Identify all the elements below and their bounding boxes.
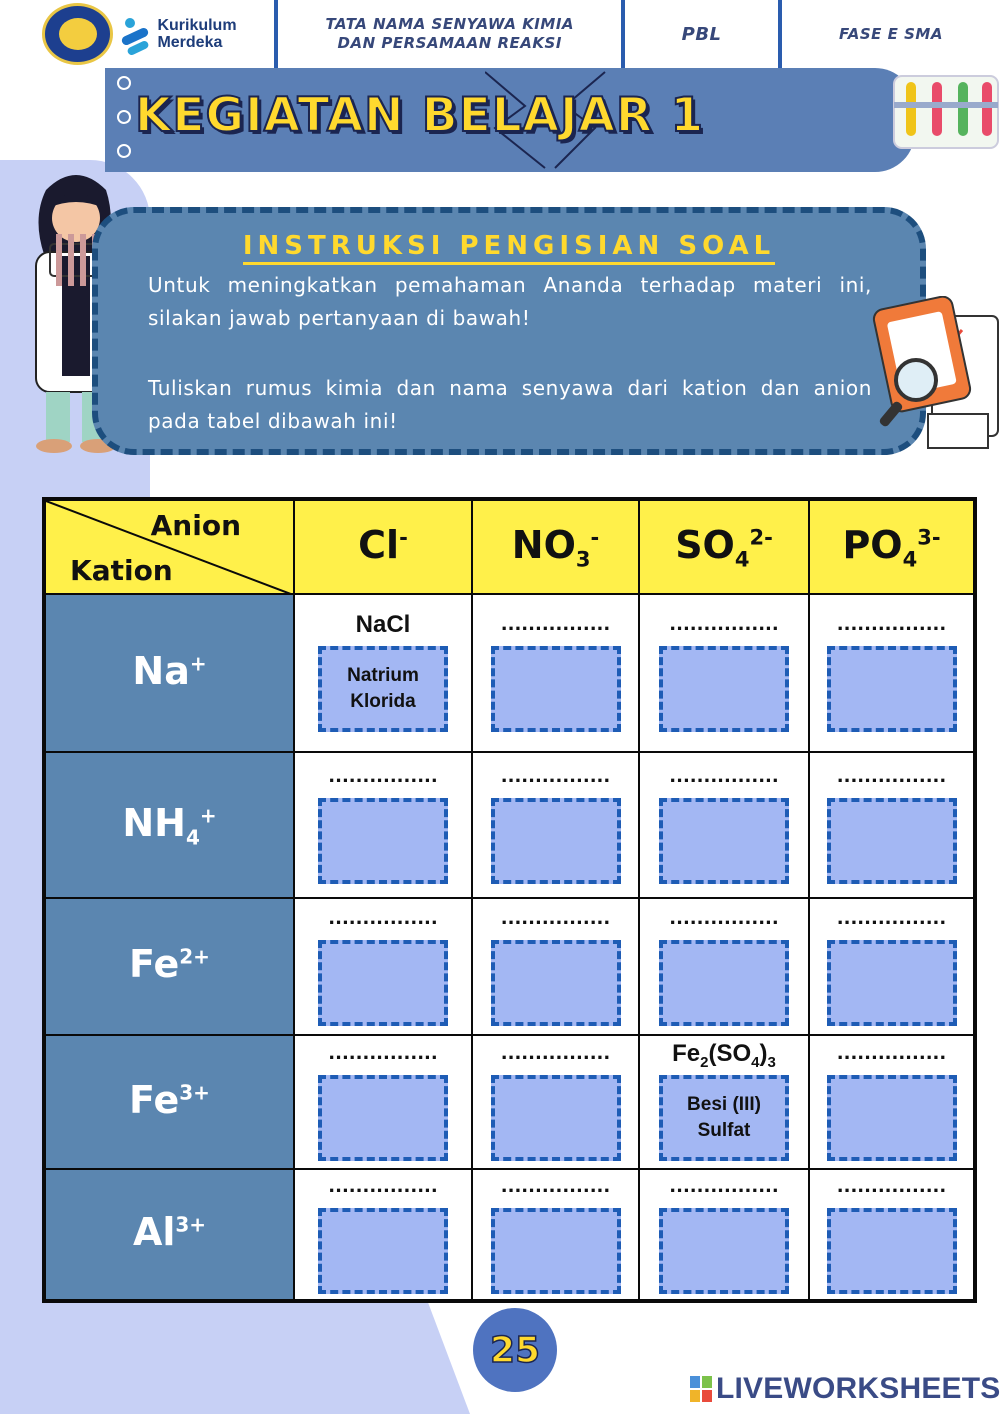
formula-blank[interactable]: ................ bbox=[669, 766, 779, 787]
instruction-box bbox=[92, 207, 926, 455]
compound-name-example: Besi (III) Sulfat bbox=[659, 1075, 789, 1161]
compound-name-input[interactable] bbox=[491, 1075, 621, 1161]
instruction-paragraph: Untuk meningkatkan pemahaman Ananda terhadap materi ini, silakan jawab pertanyaan di bawah! bbox=[148, 273, 872, 330]
header-model: PBL bbox=[681, 23, 722, 45]
table-row bbox=[44, 898, 975, 1035]
answer-cell bbox=[472, 1169, 639, 1301]
answer-cell bbox=[639, 898, 809, 1035]
cation-label: $NH_4^+$ bbox=[44, 752, 294, 898]
compound-name-input[interactable] bbox=[318, 940, 448, 1026]
answer-cell bbox=[639, 1035, 809, 1169]
formula-blank[interactable]: ................ bbox=[328, 766, 438, 787]
header-phase: FASE E SMA bbox=[838, 24, 943, 43]
kurikulum-merdeka-icon bbox=[121, 14, 151, 54]
answer-cell bbox=[472, 898, 639, 1035]
answer-cell bbox=[294, 752, 472, 898]
cation-label: Na+ bbox=[44, 594, 294, 752]
answer-cell bbox=[809, 898, 975, 1035]
table-corner-cell bbox=[44, 499, 294, 594]
anion-header: Cl- bbox=[294, 499, 472, 594]
binder-hole bbox=[117, 144, 131, 158]
formula-example: $Fe_2(SO_4)_3$ bbox=[672, 1040, 776, 1071]
instruction-paragraph: Tuliskan rumus kimia dan nama senyawa dari kation dan anion pada tabel dibawah ini! bbox=[148, 376, 872, 433]
table-row bbox=[44, 1169, 975, 1301]
formula-blank[interactable]: ................ bbox=[328, 1175, 438, 1197]
compound-name-input[interactable] bbox=[659, 1208, 789, 1294]
answer-cell bbox=[294, 594, 472, 752]
compound-name-input[interactable] bbox=[491, 798, 621, 884]
answer-cell bbox=[809, 1035, 975, 1169]
compound-name-input[interactable] bbox=[827, 940, 957, 1026]
formula-blank[interactable]: ................ bbox=[669, 907, 779, 929]
answer-cell bbox=[639, 594, 809, 752]
test-tube-rack-icon bbox=[890, 68, 1000, 158]
anion-header: $PO_4^{3-}$ bbox=[809, 499, 975, 594]
liveworksheets-brand: LIVEWORKSHEETS bbox=[716, 1372, 1000, 1405]
table-row bbox=[44, 594, 975, 752]
compound-name-input[interactable] bbox=[827, 646, 957, 732]
compound-name-input[interactable] bbox=[827, 1208, 957, 1294]
table-row bbox=[44, 752, 975, 898]
answer-cell bbox=[809, 594, 975, 752]
compound-name-input[interactable] bbox=[491, 1208, 621, 1294]
anion-header: $NO_3^-$ bbox=[472, 499, 639, 594]
answer-cell bbox=[472, 752, 639, 898]
formula-blank[interactable]: ................ bbox=[500, 1175, 611, 1197]
compound-name-example: Natrium Klorida bbox=[318, 646, 448, 732]
cation-label: $Al^{3+}$ bbox=[44, 1169, 294, 1301]
answer-cell bbox=[472, 1035, 639, 1169]
answer-cell bbox=[294, 898, 472, 1035]
formula-blank[interactable]: ................ bbox=[500, 1043, 611, 1064]
logo-text-line2: Merdeka bbox=[157, 34, 223, 51]
title-banner bbox=[105, 68, 915, 172]
liveworksheets-icon bbox=[690, 1376, 712, 1402]
cation-label: $Fe^{2+}$ bbox=[44, 898, 294, 1035]
clipboard-magnifier-icon bbox=[872, 296, 1000, 456]
formula-blank[interactable]: ................ bbox=[500, 614, 611, 635]
compound-name-input[interactable] bbox=[659, 798, 789, 884]
formula-blank[interactable]: ................ bbox=[328, 1043, 438, 1064]
liveworksheets-logo bbox=[690, 1372, 1000, 1406]
formula-blank[interactable]: ................ bbox=[836, 1175, 947, 1197]
kation-axis-label: Kation bbox=[70, 554, 173, 587]
formula-blank[interactable]: ................ bbox=[669, 614, 779, 635]
compound-name-input[interactable] bbox=[318, 798, 448, 884]
formula-blank[interactable]: ................ bbox=[836, 614, 947, 635]
answer-cell bbox=[472, 594, 639, 752]
page-title: KEGIATAN BELAJAR 1 bbox=[135, 88, 705, 143]
formula-blank[interactable]: ................ bbox=[500, 907, 611, 929]
cation-anion-table bbox=[42, 497, 977, 1303]
formula-example: NaCl bbox=[355, 611, 411, 638]
binder-hole bbox=[117, 110, 131, 124]
answer-cell bbox=[809, 1169, 975, 1301]
unp-logo bbox=[42, 3, 113, 65]
table-header-row bbox=[44, 499, 975, 594]
cation-label: $Fe^{3+}$ bbox=[44, 1035, 294, 1169]
answer-cell bbox=[294, 1035, 472, 1169]
compound-name-input[interactable] bbox=[827, 798, 957, 884]
compound-name-input[interactable] bbox=[491, 646, 621, 732]
binder-hole bbox=[117, 76, 131, 90]
compound-name-input[interactable] bbox=[659, 646, 789, 732]
anion-axis-label: Anion bbox=[150, 509, 241, 542]
page-header bbox=[0, 0, 1000, 68]
compound-name-input[interactable] bbox=[827, 1075, 957, 1161]
compound-name-input[interactable] bbox=[318, 1075, 448, 1161]
formula-blank[interactable]: ................ bbox=[328, 907, 438, 929]
formula-blank[interactable]: ................ bbox=[836, 1043, 947, 1064]
header-topic-line2: DAN PERSAMAAN REAKSI bbox=[337, 34, 562, 52]
header-topic bbox=[278, 0, 621, 68]
formula-blank[interactable]: ................ bbox=[500, 766, 611, 787]
formula-blank[interactable]: ................ bbox=[836, 766, 947, 787]
formula-blank[interactable]: ................ bbox=[836, 907, 947, 929]
compound-name-input[interactable] bbox=[318, 1208, 448, 1294]
table-row bbox=[44, 1035, 975, 1169]
kurikulum-merdeka-logo bbox=[121, 0, 260, 68]
instruction-title: INSTRUKSI PENGISIAN SOAL bbox=[243, 231, 775, 265]
answer-cell bbox=[639, 1169, 809, 1301]
page-number: 25 bbox=[473, 1308, 557, 1392]
anion-header: $SO_4^{2-}$ bbox=[639, 499, 809, 594]
compound-name-input[interactable] bbox=[491, 940, 621, 1026]
logo-text-line1: Kurikulum bbox=[157, 17, 237, 34]
header-topic-line1: TATA NAMA SENYAWA KIMIA bbox=[325, 15, 575, 33]
formula-blank[interactable]: ................ bbox=[669, 1175, 779, 1197]
answer-cell bbox=[639, 752, 809, 898]
compound-name-input[interactable] bbox=[659, 940, 789, 1026]
answer-cell bbox=[809, 752, 975, 898]
answer-cell bbox=[294, 1169, 472, 1301]
